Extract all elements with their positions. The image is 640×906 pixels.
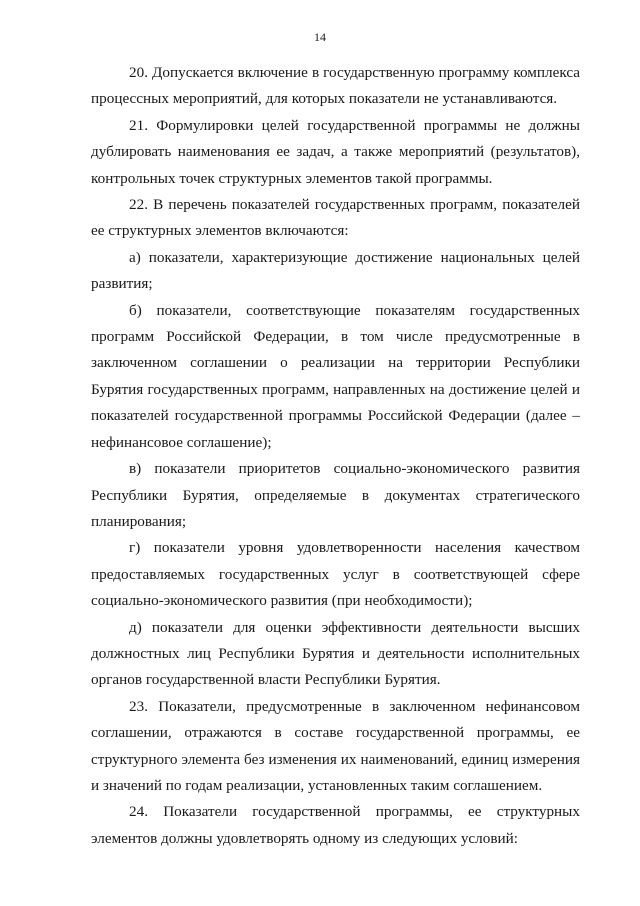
- page-number: 14: [314, 30, 326, 44]
- paragraph-24: 24. Показатели государственной программы, ее структурных элементов должны удовлетворять одному из следующих условий:: [91, 803, 580, 847]
- paragraph-22-b: б) показатели, соответствующие показателям государственных программ Российской Федерации, в том числе предусмотренные в заключенном соглашении о реализации на территории Республики Бурятия государственных программ, направленных на достижение целей и показателей государственной программы Российской Федерации (далее – нефинансовое соглашение);: [91, 301, 580, 451]
- paragraph-23: 23. Показатели, предусмотренные в заключенном нефинансовом соглашении, отражаются в составе государственной программы, ее структурного элемента без изменения их наименований, единиц измерения и значений по годам реализации, установленных таким соглашением.: [91, 697, 580, 794]
- paragraph-22-v: в) показатели приоритетов социально-экономического развития Республики Бурятия, определяемые в документах стратегического планирования;: [91, 460, 580, 530]
- paragraph-22-d: д) показатели для оценки эффективности деятельности высших должностных лиц Республики Бурятия и деятельности исполнительных органов государственной власти Республики Бурятия.: [91, 618, 580, 689]
- paragraph-22-g: г) показатели уровня удовлетворенности населения качеством предоставляемых государственных услуг в соответствующей сфере социально-экономического развития (при необходимости);: [91, 539, 580, 610]
- paragraph-21: 21. Формулировки целей государственной программы не должны дублировать наименования ее задач, а также мероприятий (результатов), контрольных точек структурных элементов такой программы.: [91, 116, 580, 187]
- document-body: [91, 60, 580, 852]
- paragraph-22-a: а) показатели, характеризующие достижение национальных целей развития;: [91, 248, 580, 293]
- paragraph-20: 20. Допускается включение в государственную программу комплекса процессных мероприятий, для которых показатели не устанавливаются.: [91, 64, 580, 108]
- paragraph-22: 22. В перечень показателей государственных программ, показателей ее структурных элементов включаются:: [91, 196, 580, 240]
